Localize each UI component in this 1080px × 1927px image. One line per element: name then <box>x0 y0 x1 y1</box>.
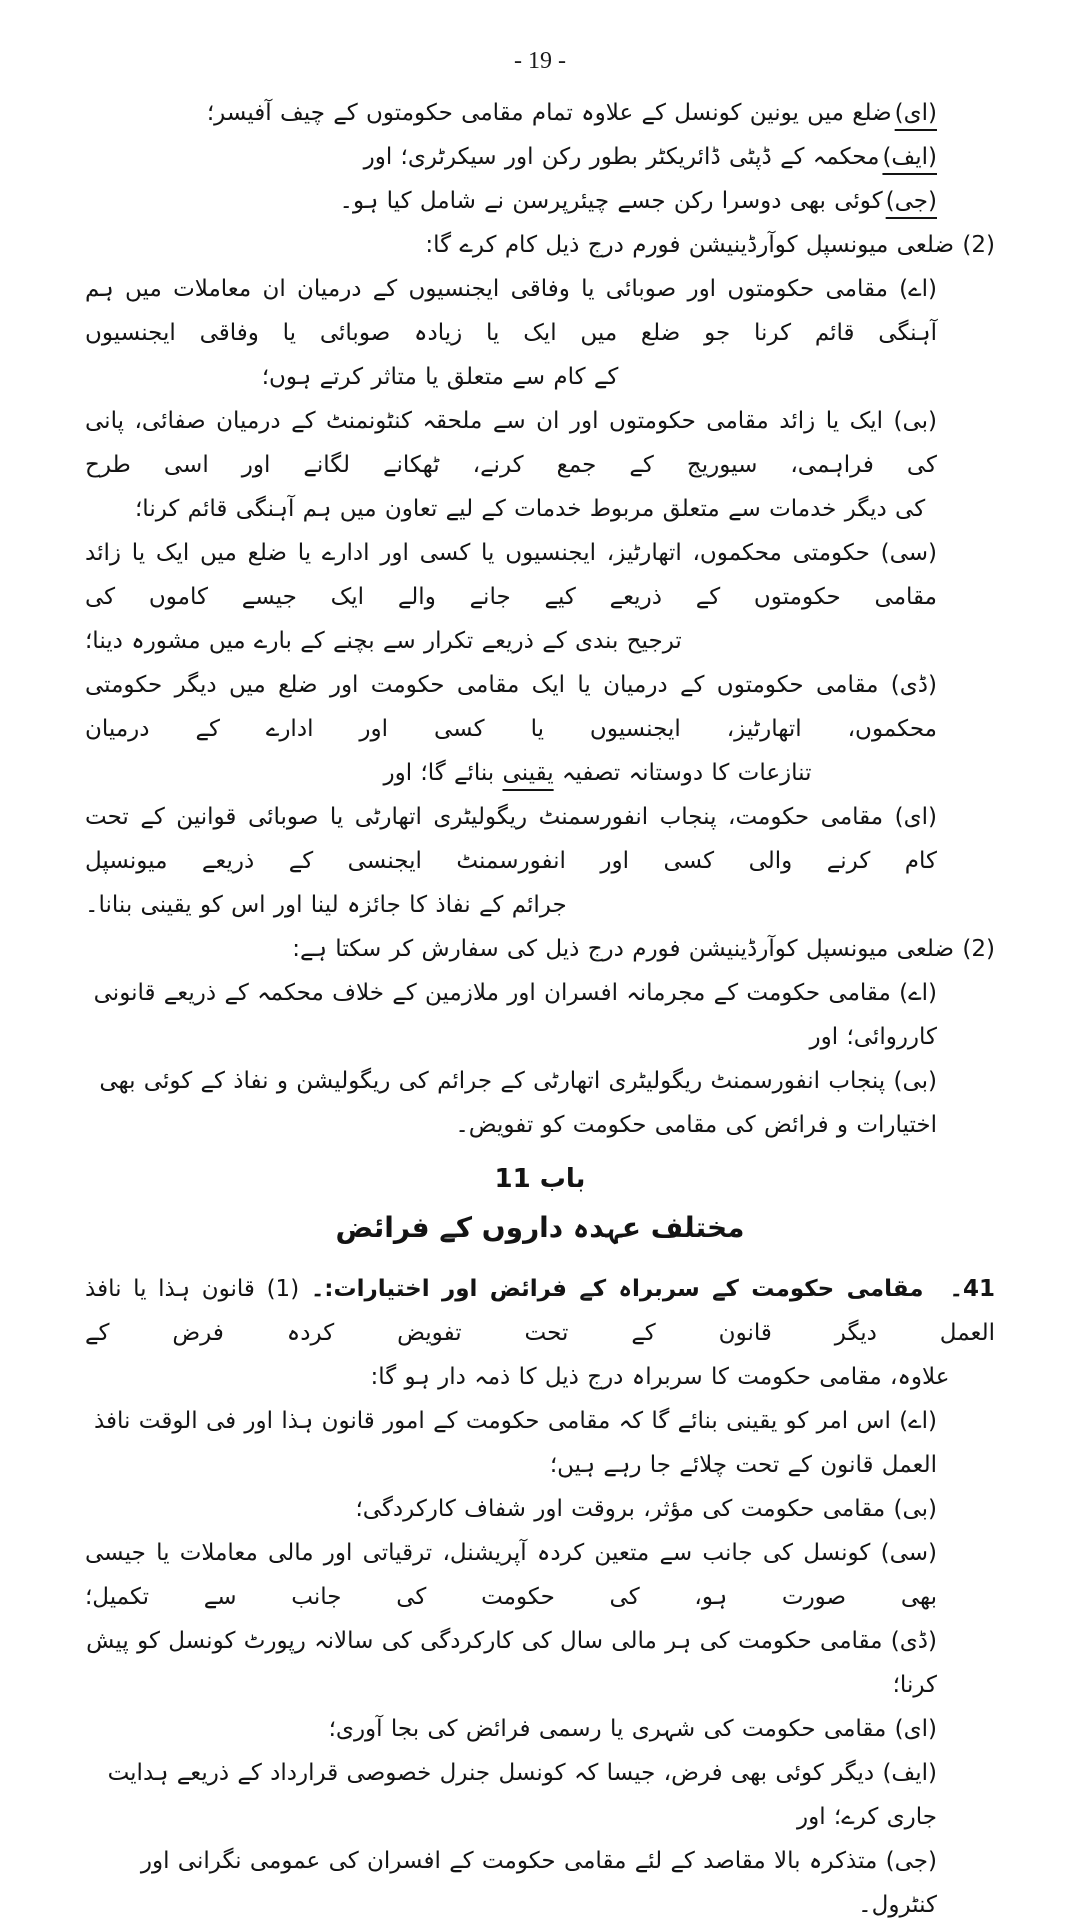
section-41-item-c: (سی) کونسل کی جانب سے متعین کردہ آپریشنل، ترقیاتی اور مالی معاملات یا جیسی بھی صورت ہو، کی حکومت کی جانب سے تکمیل؛ <box>85 1540 937 1610</box>
list-item-text: کوئی بھی دوسرا رکن جسے چیئرپرسن نے شامل کیا ہو۔ <box>339 188 883 214</box>
section-41-item-d: (ڈی) مقامی حکومت کی ہر مالی سال کی کارکردگی کی سالانہ رپورٹ کونسل کو پیش کرنا؛ <box>86 1628 937 1698</box>
section-41-item-e: (ای) مقامی حکومت کی شہری یا رسمی فرائض کی بجا آوری؛ <box>328 1716 937 1742</box>
page-number: - 19 - <box>514 48 566 74</box>
list-item-text: ضلع میں یونین کونسل کے علاوہ تمام مقامی حکومتوں کے چیف آفیسر؛ <box>206 100 892 126</box>
section-number: 41۔ <box>949 1276 996 1302</box>
clause-2-item-b-line-2: کی دیگر خدمات سے متعلق مربوط خدمات کے لیے تعاون میں ہم آہنگی قائم کرنا؛ <box>135 496 926 522</box>
document-content <box>85 91 995 1927</box>
section-41-item-g: (جی) متذکرہ بالا مقاصد کے لئے مقامی حکومت کے افسران کی عمومی نگرانی اور کنٹرول۔ <box>140 1848 937 1918</box>
clause-2-item-e-line-2: جرائم کے نفاذ کا جائزہ لینا اور اس کو یقینی بنانا۔ <box>85 892 567 918</box>
list-item-g <box>85 179 995 223</box>
list-item-f <box>85 135 995 179</box>
list-item-text: محکمہ کے ڈپٹی ڈائریکٹر بطور رکن اور سیکرٹری؛ اور <box>363 144 880 170</box>
clause-2-item-e-line-1: (ای) مقامی حکومت، پنجاب انفورسمنٹ ریگولیٹری اتھارٹی یا صوبائی قوانین کے تحت کام کرنے والی کسی اور انفورسمنٹ ایجنسی کے ذریعے میونسپل <box>85 804 937 874</box>
chapter-title: مختلف عہدہ داروں کے فرائض <box>335 1211 745 1244</box>
chapter-heading <box>85 1155 995 1253</box>
section-41-intro-line-2: علاوہ، مقامی حکومت کا سربراہ درج ذیل کا ذمہ دار ہو گا: <box>370 1364 950 1390</box>
section-41-item-f: (ایف) دیگر کوئی بھی فرض، جیسا کہ کونسل جنرل خصوصی قرارداد کے ذریعے ہدایت جاری کرے؛ اور <box>107 1760 937 1830</box>
chapter-number: باب 11 <box>494 1164 586 1194</box>
clause-2-heading: (2) ضلعی میونسپل کوآرڈینیشن فورم درج ذیل کام کرے گا: <box>425 232 995 258</box>
item-d-text-pre: تنازعات کا دوستانہ تصفیہ <box>553 760 812 786</box>
list-item-label: (ای) <box>894 100 937 126</box>
item-d-text-post: بنائے گا؛ اور <box>383 760 503 786</box>
list-item-label: (جی) <box>885 188 937 214</box>
clause-2-item-d-line-2 <box>85 751 995 795</box>
clause-2-item-c-line-1: (سی) حکومتی محکموں، اتھارٹیز، ایجنسیوں یا کسی اور ادارے یا ضلع میں ایک یا زائد مقامی حکومتوں کے ذریعے کیے جانے والے ایک جیسے کاموں کی <box>85 540 937 610</box>
clause-2-item-b-line-1: (بی) ایک یا زائد مقامی حکومتوں اور ان سے ملحقہ کنٹونمنٹ کے درمیان صفائی، پانی کی فراہمی، سیوریج کے جمع کرنے، ٹھکانے لگانے اور اسی طرح <box>85 408 937 478</box>
item-d-underlined-word: یقینی <box>502 760 554 786</box>
clause-2-item-a-line-2: کے کام سے متعلق یا متاثر کرتے ہوں؛ <box>261 364 619 390</box>
section-41-intro-line-1 <box>85 1267 995 1355</box>
section-41-item-a: (اے) اس امر کو یقینی بنائے گا کہ مقامی حکومت کے امور قانون ہذا اور فی الوقت نافذ العمل قانون کے تحت چلائے جا رہے ہیں؛ <box>93 1408 937 1478</box>
section-41 <box>85 1267 995 1927</box>
clause-3-heading: (2) ضلعی میونسپل کوآرڈینیشن فورم درج ذیل کی سفارش کر سکتا ہے: <box>292 936 995 962</box>
clause-2-item-c-line-2: ترجیح بندی کے ذریعے تکرار سے بچنے کے بارے میں مشورہ دینا؛ <box>85 628 682 654</box>
section-title: مقامی حکومت کے سربراہ کے فرائض اور اختیارات:۔ <box>310 1276 924 1302</box>
section-intro-text: (1) قانون ہذا یا نافذ العمل دیگر قانون کے تحت تفویض کردہ فرض کے <box>85 1276 995 1346</box>
list-item-label: (ایف) <box>882 144 937 170</box>
clause-3-item-b: (بی) پنجاب انفورسمنٹ ریگولیٹری اتھارٹی کے جرائم کی ریگولیشن و نفاذ کے کوئی بھی اختیارات و فرائض کی مقامی حکومت کو تفویض۔ <box>99 1068 937 1138</box>
section-41-item-b: (بی) مقامی حکومت کی مؤثر، بروقت اور شفاف کارکردگی؛ <box>355 1496 937 1522</box>
clause-2-item-d-line-1: (ڈی) مقامی حکومتوں کے درمیان یا ایک مقامی حکومت اور ضلع میں دیگر حکومتی محکموں، اتھارٹیز، ایجنسیوں یا کسی اور ادارے کے درمیان <box>85 672 937 742</box>
list-item-e <box>85 91 995 135</box>
clause-3-item-a: (اے) مقامی حکومت کے مجرمانہ افسران اور ملازمین کے خلاف محکمہ کے ذریعے قانونی کارروائی؛ اور <box>93 980 937 1050</box>
clause-2-item-a-line-1: (اے) مقامی حکومتوں اور صوبائی یا وفاقی ایجنسیوں کے درمیان ان معاملات میں ہم آہنگی قائم کرنا جو ضلع میں ایک یا زیادہ صوبائی یا وفاقی ایجنسیوں <box>85 276 937 346</box>
